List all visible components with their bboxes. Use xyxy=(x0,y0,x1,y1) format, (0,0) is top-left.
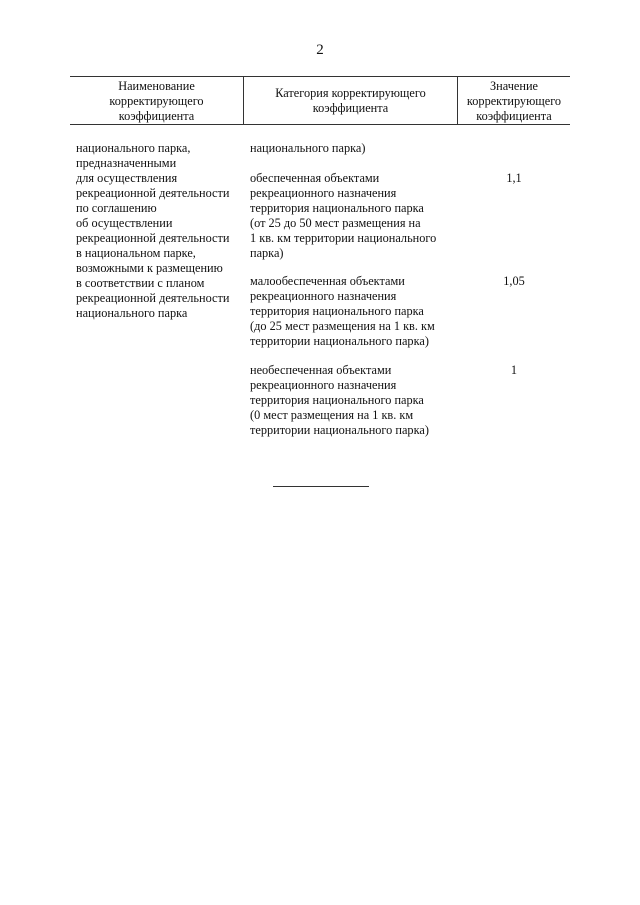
header-coefficient-name: Наименование корректирующего коэффициента xyxy=(109,79,204,123)
coefficient-name-cell: национального парка, предназначенными для осуществления рекреационной деятельности по соглашению об осуществлении рекреационной деятельности в национальном парке, возможными к размещению в соответствии с планом рекреационной деятельности национального парка xyxy=(76,141,230,320)
header-coefficient-value: Значение корректирующего коэффициента xyxy=(466,79,562,123)
value-cell: 1,05 xyxy=(503,274,525,288)
table-top-rule xyxy=(70,76,570,77)
value-cell: 1,1 xyxy=(506,171,522,185)
header-bottom-rule xyxy=(70,124,570,125)
header-coefficient-category: Категория корректирующего коэффициента xyxy=(275,86,426,115)
value-cell: 1 xyxy=(510,363,518,377)
category-cell: необеспеченная объектами рекреационного назначения территория национального парка (0 мест размещения на 1 кв. км территории национального парка) xyxy=(250,363,429,437)
document-end-line xyxy=(273,486,369,487)
page-number: 2 xyxy=(316,42,324,58)
category-cell: малообеспеченная объектами рекреационного назначения территория национального парка (до 25 мест размещения на 1 кв. км территории национального парка) xyxy=(250,274,435,348)
category-cell: обеспеченная объектами рекреационного назначения территория национального парка (от 25 до 50 мест размещения на 1 кв. км территории национального парка) xyxy=(250,171,437,260)
category-cell: национального парка) xyxy=(250,141,366,155)
